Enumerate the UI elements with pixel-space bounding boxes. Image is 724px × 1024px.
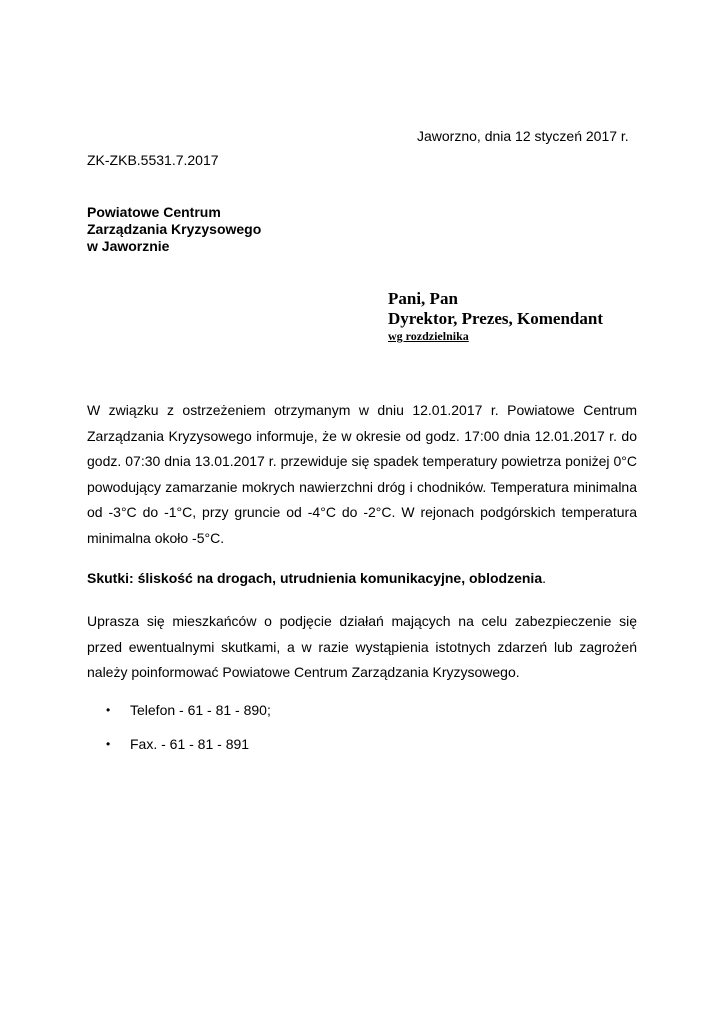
contact-list <box>87 702 271 770</box>
list-item <box>87 736 271 753</box>
recipient-distribution-note: wg rozdzielnika <box>388 329 469 343</box>
effects-paragraph <box>87 566 637 592</box>
list-item <box>87 702 271 719</box>
warning-paragraph: W związku z ostrzeżeniem otrzymanym w dniu 12.01.2017 r. Powiatowe Centrum Zarządzania Kryzysowego informuje, że w okresie od godz. 17:00 dnia 12.01.2017 r. do godz. 07:30 dnia 13.01.2017 r. przewiduje się spadek temperatury powietrza poniżej 0°C powodujący zamarzanie mokrych nawierzchni dróg i chodników. Temperatura minimalna od -3°C do -1°C, przy gruncie od -4°C do -2°C. W rejonach podgórskich temperatura minimalna około -5°C. <box>87 402 637 546</box>
sender-line: Zarządzania Kryzysowego <box>87 221 262 237</box>
sender-line: w Jaworznie <box>87 238 170 254</box>
recipient-salutation: Pani, Pan <box>388 289 458 308</box>
effects-period: . <box>542 570 546 586</box>
bullet-icon: • <box>106 703 111 717</box>
contact-phone: Telefon - 61 - 81 - 890; <box>130 702 271 718</box>
sender-line: Powiatowe Centrum <box>87 204 221 220</box>
recipient-block <box>388 289 603 343</box>
contact-fax: Fax. - 61 - 81 - 891 <box>130 736 250 752</box>
request-paragraph: Uprasza się mieszkańców o podjęcie działań mających na celu zabezpieczenie się przed ewentualnymi skutkami, a w razie wystąpienia istotnych zdarzeń lub zagrożeń należy poinformować Powiatowe Centrum Zarządzania Kryzysowego. <box>87 613 637 680</box>
date-line: Jaworzno, dnia 12 styczeń 2017 r. <box>417 128 629 144</box>
reference-number: ZK-ZKB.5531.7.2017 <box>87 152 219 168</box>
effects-text: Skutki: śliskość na drogach, utrudnienia komunikacyjne, oblodzenia <box>87 570 543 586</box>
bullet-icon: • <box>106 737 111 751</box>
sender-block <box>87 204 261 255</box>
recipient-titles: Dyrektor, Prezes, Komendant <box>388 309 603 328</box>
